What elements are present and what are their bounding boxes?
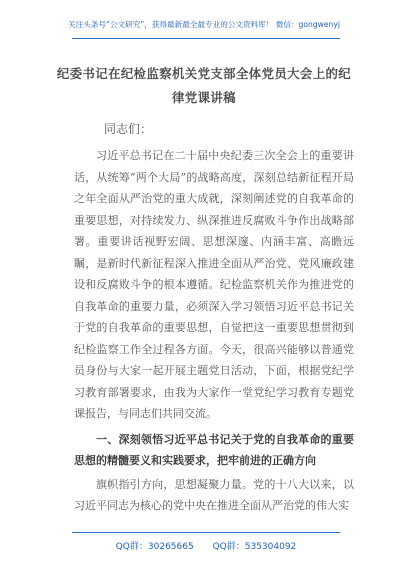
section-heading: 一、深刻领悟习近平总书记关于党的自我革命的重要思想的精髓要义和实践要求，把牢前进的正确方向	[74, 432, 354, 467]
body-paragraph: 习近平总书记在二十届中央纪委三次全会上的重要讲话，从统筹“两个大局”的战略高度，深刻总结新征程开局之年全面从严治党的重大成就，深刻阐述党的自我革命的重要思想，对持续发力、纵深推进反腐败斗争作出战略部署。重要讲话视野宏阔、思想深邃、内涵丰富、高瞻远瞩，是新时代新征程深入推进全面从严治党、党风廉政建设和反腐败斗争的根本遵循。纪检监察机关作为推进党的自我革命的重要力量，必须深入学习领悟习近平总书记关于党的自我革命的重要思想，自觉把这一重要思想贯彻到纪检监察工作全过程各方面。今天，很高兴能够以普通党员身份与大家一起开展主题党日活动，下面，根据党纪学习教育部署要求，由我为大家作一堂党纪学习教育专题党课报告，与同志们共同交流。	[74, 149, 354, 420]
header-divider	[72, 38, 340, 39]
promo-header: 关注头条号“公文研究”，获得最新最全最专业的公文资料库！ 微信：gongwenyj	[68, 20, 340, 29]
document-title: 纪委书记在纪检监察机关党支部全体党员大会上的纪律党课讲稿	[56, 66, 352, 105]
qq-group-1: QQ群：30265665	[115, 542, 194, 552]
document-body	[74, 145, 354, 517]
qq-group-2: QQ群：535304092	[212, 542, 297, 552]
salutation: 同志们：	[104, 122, 153, 136]
body-paragraph: 旗帜指引方向，思想凝聚力量。党的十八大以来，以习近平同志为核心的党中央在推进全面从严治党的伟大实	[74, 477, 354, 512]
promo-footer	[72, 532, 340, 552]
